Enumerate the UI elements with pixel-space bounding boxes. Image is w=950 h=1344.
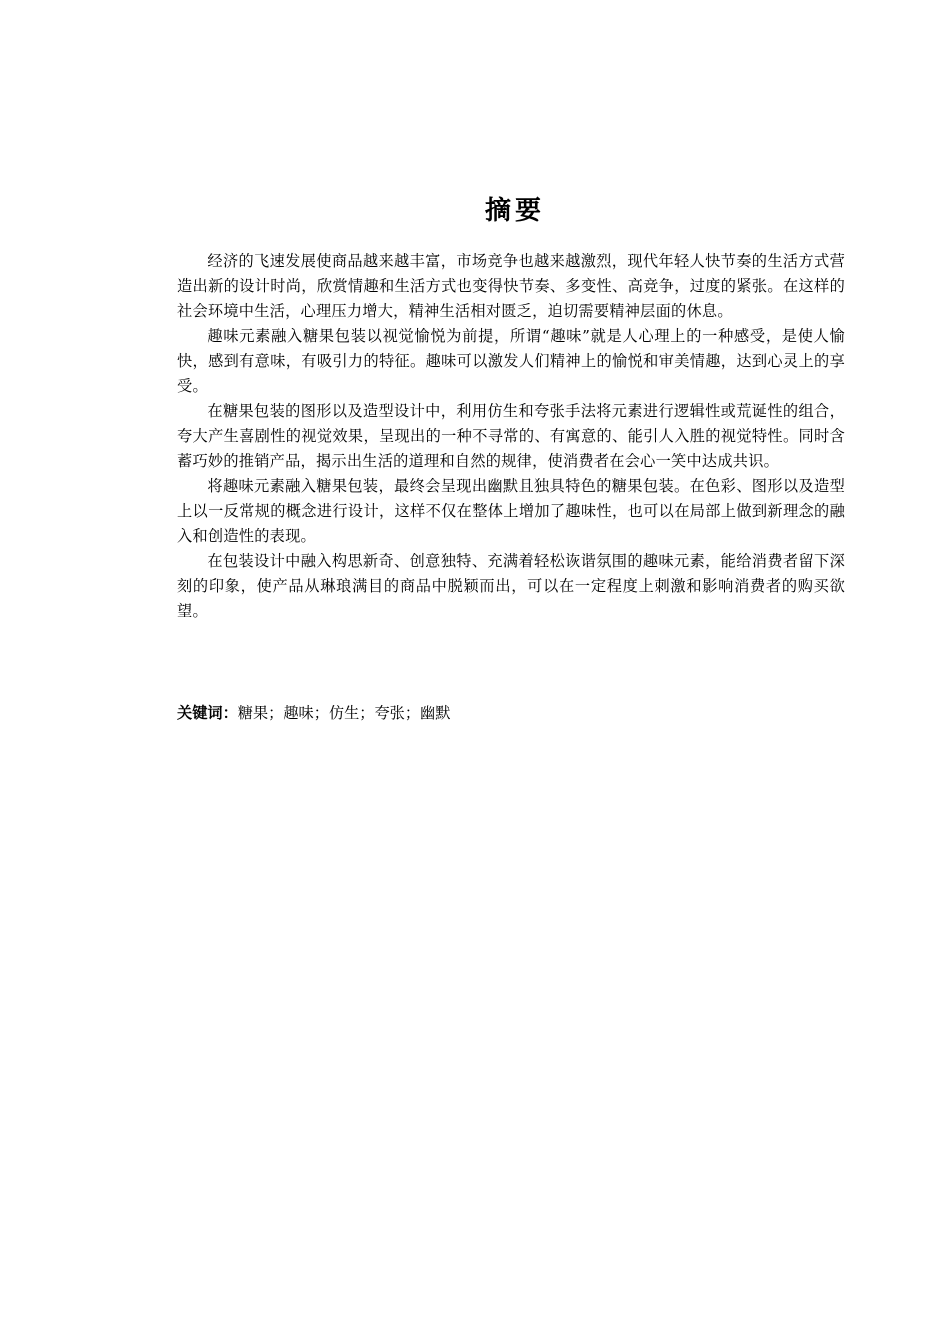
abstract-paragraph-5: 在包装设计中融入构思新奇、创意独特、充满着轻松诙谐氛围的趣味元素，能给消费者留下深刻的印象，使产品从琳琅满目的商品中脱颖而出，可以在一定程度上刺激和影响消费者的购买欲望。 (177, 552, 845, 620)
abstract-paragraph-3: 在糖果包装的图形以及造型设计中，利用仿生和夸张手法将元素进行逻辑性或荒诞性的组合，夸大产生喜剧性的视觉效果，呈现出的一种不寻常的、有寓意的、能引人入胜的视觉特性。同时含蓄巧妙的推销产品，揭示出生活的道理和自然的规律，使消费者在会心一笑中达成共识。 (177, 402, 845, 470)
abstract-title: 摘要 (484, 196, 545, 226)
abstract-body (177, 249, 845, 624)
keywords-text: 糖果；趣味；仿生；夸张；幽默 (237, 704, 451, 722)
abstract-paragraph-1: 经济的飞速发展使商品越来越丰富，市场竞争也越来越激烈，现代年轻人快节奏的生活方式营造出新的设计时尚，欣赏情趣和生活方式也变得快节奏、多变性、高竞争，过度的紧张。在这样的社会环境中生活，心理压力增大，精神生活相对匮乏，迫切需要精神层面的休息。 (177, 252, 845, 320)
keywords-label: 关键词： (177, 704, 238, 722)
abstract-paragraph-2: 趣味元素融入糖果包装以视觉愉悦为前提，所谓“趣味”就是人心理上的一种感受，是使人愉快，感到有意味，有吸引力的特征。趣味可以激发人们精神上的愉悦和审美情趣，达到心灵上的享受。 (177, 327, 845, 395)
abstract-paragraph-4: 将趣味元素融入糖果包装，最终会呈现出幽默且独具特色的糖果包装。在色彩、图形以及造型上以一反常规的概念进行设计，这样不仅在整体上增加了趣味性，也可以在局部上做到新理念的融入和创造性的表现。 (177, 477, 845, 545)
keywords-line (177, 701, 845, 726)
